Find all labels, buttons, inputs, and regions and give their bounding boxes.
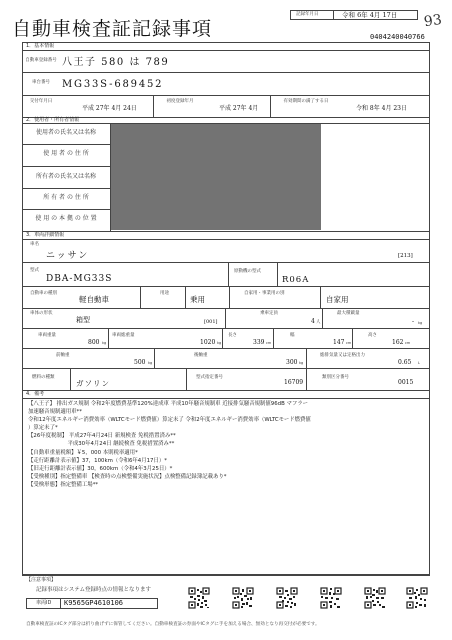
doc-number: 0404240040766 <box>370 33 425 41</box>
use: 乗用 <box>190 295 205 304</box>
model-label: 型式 <box>30 268 39 273</box>
note-line: 加速騒音規制適用車** <box>28 409 82 415</box>
gross-label: 車両総重量 <box>112 333 135 338</box>
first-reg: 平成 27年 4月 <box>219 105 259 112</box>
note-line: 【旧走行距離計表示値】30，600km（令和4年3月25日）* <box>28 466 173 472</box>
capacity-label: 乗車定員 <box>260 311 278 316</box>
expiry: 令和 8年 4月 23日 <box>356 105 407 112</box>
engine-label: 原動機の型式 <box>234 269 261 274</box>
length-label: 長さ <box>228 333 237 338</box>
load: - <box>412 318 415 325</box>
qr-code <box>406 587 428 609</box>
record-date: 令和 6年 4月 17日 <box>342 11 398 19</box>
base-location-label: 使 用 の 本 拠 の 位 置 <box>35 215 97 222</box>
expiry-label: 有効期間の満了する日 <box>283 99 329 104</box>
fuel-label: 燃料の種類 <box>32 375 55 380</box>
weight-unit: kg <box>102 341 107 345</box>
vehicle-id: K9565GP4610106 <box>64 599 124 607</box>
gross: 1020 <box>200 339 216 346</box>
capacity: 4 <box>311 318 315 325</box>
front-axle: 500 <box>134 359 146 366</box>
load-label: 最大積載量 <box>337 311 360 316</box>
section-vehicle-label: 3．車両詳細情報 <box>26 232 65 238</box>
note-line: 【26年度税制】 平成27年4月24日 新規検査 免税措置済み** <box>28 433 176 439</box>
displacement-label: 総排気量又は定格出力 <box>320 353 365 358</box>
rear-axle-unit: kg <box>299 361 304 365</box>
note-line: 平成30年4月24日 継続検査 免税措置済み** <box>28 441 175 447</box>
reg-number: 八王子 580 は 789 <box>62 57 170 68</box>
shape: 箱型 <box>76 316 90 324</box>
chassis-label: 車台番号 <box>32 80 50 85</box>
maker-code: [213] <box>398 253 413 259</box>
load-unit: kg <box>418 321 423 325</box>
shape-label: 車体の形状 <box>30 311 53 316</box>
kind: 軽自動車 <box>79 295 109 304</box>
front-axle-label: 前軸重 <box>56 353 70 358</box>
note-line: 【走行距離計表示値】37，100km（令和6年4月17日）* <box>28 458 167 464</box>
height: 162 <box>392 339 404 346</box>
note-line: 【受検種別】指定整備車 【検査時の点検整備実施状況】点検整備記録簿記載あり* <box>28 474 227 480</box>
maker-label: 車名 <box>30 242 39 247</box>
qr-code <box>320 587 342 609</box>
section-users-label: 2．使用者・所有者情報 <box>26 117 80 123</box>
front-axle-unit: kg <box>148 361 153 365</box>
gross-unit: kg <box>217 341 222 345</box>
length-unit: cm <box>266 341 272 345</box>
maker: ニッサン <box>46 251 90 261</box>
vehicle-id-label: 車両ID <box>36 600 52 606</box>
weight: 800 <box>88 339 100 346</box>
delivery: 平成 27年 4月 24日 <box>82 105 137 112</box>
rear-axle-label: 後軸重 <box>194 353 208 358</box>
note-line: ）算定未了* <box>28 425 58 431</box>
weight-label: 車両重量 <box>38 333 56 338</box>
section-notes-label: 4．備考 <box>26 391 45 397</box>
engine: R06A <box>282 275 310 285</box>
delivery-label: 交付年月日 <box>29 99 53 104</box>
biz-label: 自家用・事業用の別 <box>244 291 285 296</box>
caution-text: 記録事項はシステム登録時点の情報となります <box>36 587 151 593</box>
use-label: 用途 <box>160 291 169 296</box>
kind-label: 自動車の種別 <box>30 291 57 296</box>
category: 0015 <box>398 379 414 386</box>
section-basic-label: 1．基本情報 <box>26 43 55 49</box>
designation-label: 型式指定番号 <box>196 375 223 380</box>
displacement: 0.65 <box>398 359 412 366</box>
bottom-notice: 自動車検査証のICタグ部分は折り曲げずに保管してください。自動車検査証の券面やICタグに手を加える場合、無効となり再交付が必要です。 <box>26 622 320 627</box>
capacity-unit: 人 <box>316 320 321 325</box>
note-line: 令和12年度エネルギー消費効率（WLTCモード燃費値）算定未了 令和2年度エネルギー消費効率（WLTCモード燃費値 <box>28 417 311 423</box>
displacement-unit: L <box>418 361 420 365</box>
fuel: ガソリン <box>76 379 110 388</box>
chassis: MG33S-689452 <box>62 79 164 90</box>
handwritten-mark: 93 <box>422 11 443 31</box>
width-label: 幅 <box>290 333 295 338</box>
designation: 16709 <box>284 379 304 386</box>
height-unit: cm <box>405 341 411 345</box>
owner-name-label: 所有者の氏名又は名称 <box>35 173 96 180</box>
user-address-label: 使 用 者 の 住 所 <box>43 150 89 157</box>
width: 147 <box>333 339 345 346</box>
note-line: 【八王子】 排出ガス規制 令和2年度燃費基準120%達成車 平成10年騒音規制車 近接排気騒音規制値96dB マフラー <box>28 401 309 407</box>
note-line: 【受検形態】指定整備工場** <box>28 482 99 488</box>
reg-number-label: 自動車登録番号 <box>25 58 57 63</box>
qr-code <box>232 587 254 609</box>
width-unit: cm <box>346 341 352 345</box>
qr-code <box>276 587 298 609</box>
rear-axle: 300 <box>286 359 298 366</box>
model: DBA-MG33S <box>46 274 113 284</box>
shape-code: [001] <box>204 319 218 325</box>
length: 339 <box>253 339 265 346</box>
biz: 自家用 <box>326 295 349 304</box>
note-line: 【自動車重量税額】￥5，000 本則税率適用* <box>28 450 138 456</box>
qr-code <box>364 587 386 609</box>
redacted-users <box>111 124 321 230</box>
qr-code <box>188 587 210 609</box>
user-name-label: 使用者の氏名又は名称 <box>35 129 96 136</box>
owner-address-label: 所 有 者 の 住 所 <box>43 194 89 201</box>
document-title: 自動車検査証記録事項 <box>12 18 213 40</box>
caution-label: 【注意事項】 <box>26 577 57 583</box>
first-reg-label: 初度登録年月 <box>166 99 194 104</box>
record-date-label: 記録年月日 <box>296 12 319 17</box>
height-label: 高さ <box>368 333 377 338</box>
category-label: 類別区分番号 <box>322 375 349 380</box>
